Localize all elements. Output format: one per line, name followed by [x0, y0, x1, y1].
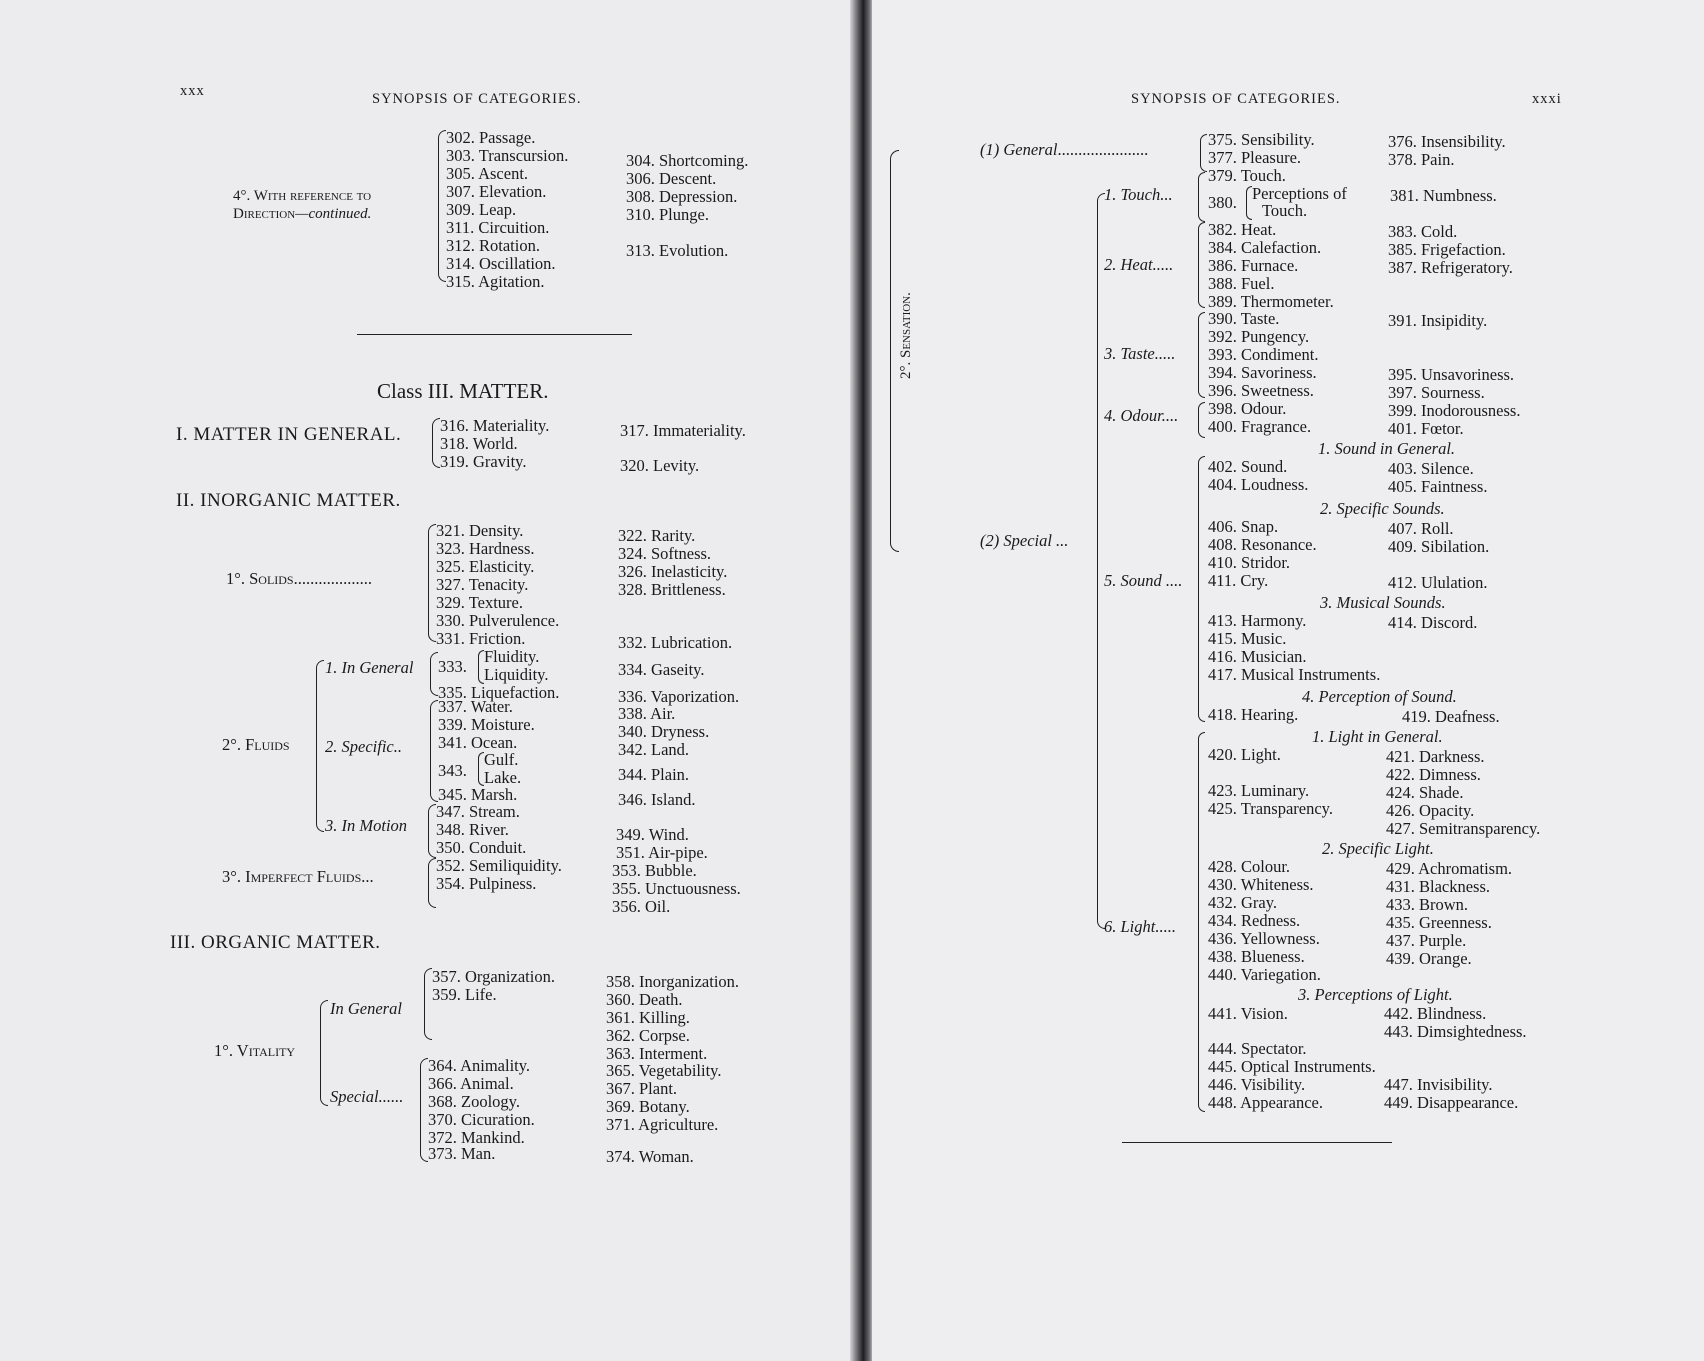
list-item: Gulf. [484, 750, 519, 769]
list-item: Fluidity. [484, 647, 540, 666]
list-item: 396. Sweetness. [1208, 381, 1314, 400]
list-item: 447. Invisibility. [1384, 1075, 1493, 1094]
list-item: 340. Dryness. [618, 722, 710, 741]
list-item: 379. Touch. [1208, 166, 1286, 185]
list-item: 316. Materiality. [440, 416, 550, 435]
list-item: 335. Liquefaction. [438, 683, 560, 702]
list-item: 375. Sensibility. [1208, 130, 1315, 149]
list-item: 422. Dimness. [1386, 765, 1481, 784]
list-item: 369. Botany. [606, 1097, 690, 1116]
list-item: 427. Semitransparency. [1386, 819, 1541, 838]
list-item: 438. Blueness. [1208, 947, 1305, 966]
list-item: 357. Organization. [432, 967, 555, 986]
list-item: 433. Brown. [1386, 895, 1469, 914]
list-item: 443. Dimsightedness. [1384, 1022, 1527, 1041]
sound-brace [1198, 456, 1205, 722]
list-item: 325. Elasticity. [436, 557, 535, 576]
list-item: 384. Calefaction. [1208, 238, 1322, 257]
list-item: 337. Water. [438, 697, 513, 716]
list-item: 342. Land. [618, 740, 690, 759]
fluids-brace [316, 660, 324, 832]
specific-label: 2. Specific.. [325, 737, 402, 756]
light-perception-head: 3. Perceptions of Light. [1298, 985, 1453, 1004]
list-item: 435. Greenness. [1386, 913, 1492, 932]
list-item: 327. Tenacity. [436, 575, 529, 594]
fluids-label: 2°. Fluids [222, 735, 290, 754]
list-item: 356. Oil. [612, 897, 671, 916]
list-item: 425. Transparency. [1208, 799, 1333, 818]
list-item: 408. Resonance. [1208, 535, 1317, 554]
list-item: 373. Man. [428, 1144, 496, 1163]
list-item: 400. Fragrance. [1208, 417, 1312, 436]
list-item: 399. Inodorousness. [1388, 401, 1521, 420]
list-item: 336. Vaporization. [618, 687, 740, 706]
running-head-right: SYNOPSIS OF CATEGORIES. [1131, 91, 1341, 107]
book-gutter [850, 0, 874, 1361]
list-item: 334. Gaseity. [618, 660, 705, 679]
list-item: 317. Immateriality. [620, 421, 746, 440]
list-item: 420. Light. [1208, 745, 1281, 764]
general-label: (1) General...................... [980, 140, 1149, 159]
list-item: 376. Insensibility. [1388, 132, 1506, 151]
list-item: 449. Disappearance. [1384, 1093, 1519, 1112]
ingeneral-brace [430, 652, 438, 696]
list-item: 358. Inorganization. [606, 972, 740, 991]
list-item: 407. Roll. [1388, 519, 1454, 538]
list-item: 347. Stream. [436, 802, 520, 821]
list-item: 365. Vegetability. [606, 1061, 722, 1080]
specific-brace [430, 700, 438, 802]
list-item: 330. Pulverulence. [436, 611, 560, 630]
special-label: (2) Special ... [980, 531, 1069, 550]
taste-label: 3. Taste..... [1104, 344, 1176, 363]
imperfect-fluids-label: 3°. Imperfect Fluids... [222, 867, 374, 886]
list-item: 392. Pungency. [1208, 327, 1310, 346]
list-item: 439. Orange. [1386, 949, 1472, 968]
inorganic-heading: II. INORGANIC MATTER. [176, 490, 401, 511]
list-item: 338. Air. [618, 704, 676, 723]
list-item: 380. [1208, 193, 1237, 212]
list-item: 367. Plant. [606, 1079, 678, 1098]
list-item: 394. Savoriness. [1208, 363, 1317, 382]
list-item: Liquidity. [484, 665, 549, 684]
heat-brace [1198, 222, 1205, 308]
matter-general-heading: I. MATTER IN GENERAL. [176, 424, 402, 445]
folio-left: xxx [180, 83, 205, 99]
list-item: 361. Killing. [606, 1008, 690, 1027]
list-item: 383. Cold. [1388, 222, 1458, 241]
list-item: 308. Depression. [626, 187, 738, 206]
special-label: Special...... [330, 1087, 404, 1106]
list-item: 441. Vision. [1208, 1004, 1288, 1023]
list-item: 304. Shortcoming. [626, 151, 749, 170]
running-head-left: SYNOPSIS OF CATEGORIES. [372, 91, 582, 107]
list-item: 353. Bubble. [612, 861, 697, 880]
list-item: 343. [438, 761, 467, 780]
list-item: 341. Ocean. [438, 733, 518, 752]
list-item: 409. Sibilation. [1388, 537, 1490, 556]
list-item: Touch. [1262, 201, 1308, 220]
list-item: 416. Musician. [1208, 647, 1307, 666]
list-item: 322. Rarity. [618, 526, 696, 545]
list-item: 397. Sourness. [1388, 383, 1485, 402]
list-item: 413. Harmony. [1208, 611, 1307, 630]
list-item: 381. Numbness. [1390, 186, 1497, 205]
list-item: 339. Moisture. [438, 715, 535, 734]
list-item: 366. Animal. [428, 1074, 514, 1093]
list-item: 404. Loudness. [1208, 475, 1309, 494]
list-item: Perceptions of [1252, 184, 1347, 203]
list-item: 306. Descent. [626, 169, 717, 188]
special-brace [1097, 193, 1105, 929]
list-item: 418. Hearing. [1208, 705, 1299, 724]
list-item: 309. Leap. [446, 200, 517, 219]
list-item: 410. Stridor. [1208, 553, 1291, 572]
odour-label: 4. Odour.... [1104, 406, 1179, 425]
list-item: 332. Lubrication. [618, 633, 733, 652]
list-item: 423. Luminary. [1208, 781, 1310, 800]
list-item: 393. Condiment. [1208, 345, 1319, 364]
direction-brace [438, 130, 446, 282]
list-item: 360. Death. [606, 990, 683, 1009]
direction-label: 4°. With reference to [233, 188, 372, 204]
list-item: 368. Zoology. [428, 1092, 520, 1111]
list-item: Lake. [484, 768, 522, 787]
light-brace [1198, 732, 1205, 1112]
list-item: 346. Island. [618, 790, 696, 809]
list-item: 320. Levity. [620, 456, 700, 475]
sound-perception-head: 4. Perception of Sound. [1302, 687, 1457, 706]
list-item: 445. Optical Instruments. [1208, 1057, 1376, 1076]
ingen-brace [424, 968, 432, 1040]
list-item: 406. Snap. [1208, 517, 1279, 536]
motion-brace [428, 804, 436, 858]
list-item: 319. Gravity. [440, 452, 527, 471]
list-item: 401. Fœtor. [1388, 419, 1464, 438]
list-item: 372. Mankind. [428, 1128, 525, 1147]
list-item: 310. Plunge. [626, 205, 709, 224]
list-item: 371. Agriculture. [606, 1115, 719, 1134]
list-item: 405. Faintness. [1388, 477, 1488, 496]
general-brace [432, 418, 440, 468]
list-item: 437. Purple. [1386, 931, 1467, 950]
list-item: 302. Passage. [446, 128, 536, 147]
light-specific-head: 2. Specific Light. [1322, 839, 1434, 858]
class-title: Class III. MATTER. [377, 379, 549, 403]
vitality-label: 1°. Vitality [214, 1041, 296, 1060]
list-item: 389. Thermometer. [1208, 292, 1334, 311]
list-item: 344. Plain. [618, 765, 690, 784]
list-item: 426. Opacity. [1386, 801, 1475, 820]
heat-label: 2. Heat..... [1104, 255, 1174, 274]
list-item: 430. Whiteness. [1208, 875, 1314, 894]
list-item: 386. Furnace. [1208, 256, 1299, 275]
list-item: 363. Interment. [606, 1044, 708, 1063]
right-page [872, 0, 1704, 1361]
sound-musical-head: 3. Musical Sounds. [1320, 593, 1446, 612]
ingen-label: In General [330, 999, 402, 1018]
list-item: 431. Blackness. [1386, 877, 1491, 896]
list-item: 419. Deafness. [1402, 707, 1500, 726]
list-item: 318. World. [440, 434, 518, 453]
list-item: 359. Life. [432, 985, 497, 1004]
list-item: 385. Frigefaction. [1388, 240, 1506, 259]
motion-label: 3. In Motion [325, 816, 408, 835]
list-item: 351. Air-pipe. [616, 843, 708, 862]
list-item: 417. Musical Instruments. [1208, 665, 1381, 684]
sound-label: 5. Sound .... [1104, 571, 1183, 590]
taste-brace [1198, 312, 1205, 398]
list-item: 364. Animality. [428, 1056, 531, 1075]
list-item: 421. Darkness. [1386, 747, 1485, 766]
solids-label: 1°. Solids................... [226, 569, 372, 588]
list-item: 333. [438, 657, 467, 676]
ingeneral-label: 1. In General [325, 658, 414, 677]
list-item: 370. Cicuration. [428, 1110, 535, 1129]
list-item: 440. Variegation. [1208, 965, 1321, 984]
list-item: 329. Texture. [436, 593, 523, 612]
list-item: 350. Conduit. [436, 838, 527, 857]
list-item: 349. Wind. [616, 825, 689, 844]
list-item: 429. Achromatism. [1386, 859, 1513, 878]
list-item: 432. Gray. [1208, 893, 1278, 912]
list-item: 323. Hardness. [436, 539, 535, 558]
list-item: 387. Refrigeratory. [1388, 258, 1513, 277]
direction-label-2: Direction—continued. [233, 206, 372, 222]
list-item: 382. Heat. [1208, 220, 1277, 239]
list-item: 434. Redness. [1208, 911, 1301, 930]
list-item: 377. Pleasure. [1208, 148, 1302, 167]
general-brace [1200, 134, 1207, 172]
list-item: 348. River. [436, 820, 509, 839]
list-item: 331. Friction. [436, 629, 526, 648]
light-label: 6. Light..... [1104, 917, 1176, 936]
list-item: 402. Sound. [1208, 457, 1288, 476]
sensation-brace [890, 150, 899, 552]
list-item: 415. Music. [1208, 629, 1287, 648]
imperfect-brace [428, 858, 436, 908]
list-item: 446. Visibility. [1208, 1075, 1306, 1094]
list-item: 324. Softness. [618, 544, 712, 563]
folio-right: xxxi [1532, 91, 1562, 107]
list-item: 355. Unctuousness. [612, 879, 741, 898]
list-item: 412. Ululation. [1388, 573, 1488, 592]
organic-heading: III. ORGANIC MATTER. [170, 932, 381, 953]
list-item: 424. Shade. [1386, 783, 1464, 802]
list-item: 362. Corpse. [606, 1026, 690, 1045]
list-item: 311. Circuition. [446, 218, 550, 237]
special-brace [420, 1058, 428, 1162]
list-item: 328. Brittleness. [618, 580, 726, 599]
sound-specific-head: 2. Specific Sounds. [1320, 499, 1445, 518]
list-item: 354. Pulpiness. [436, 874, 537, 893]
list-item: 345. Marsh. [438, 785, 518, 804]
touch-label: 1. Touch... [1104, 185, 1173, 204]
list-item: 442. Blindness. [1384, 1004, 1487, 1023]
list-item: 414. Discord. [1388, 613, 1478, 632]
list-item: 374. Woman. [606, 1147, 694, 1166]
vitality-brace [320, 1000, 328, 1106]
touch-brace [1198, 172, 1205, 222]
list-item: 411. Cry. [1208, 571, 1269, 590]
list-item: 403. Silence. [1388, 459, 1474, 478]
light-general-head: 1. Light in General. [1312, 727, 1443, 746]
list-item: 313. Evolution. [626, 241, 729, 260]
list-item: 303. Transcursion. [446, 146, 569, 165]
section-rule [1122, 1142, 1392, 1143]
list-item: 312. Rotation. [446, 236, 540, 255]
list-item: 307. Elevation. [446, 182, 547, 201]
solids-brace [428, 524, 436, 642]
list-item: 428. Colour. [1208, 857, 1291, 876]
list-item: 398. Odour. [1208, 399, 1287, 418]
sensation-label: 2°. Sensation. [898, 292, 914, 379]
odour-brace [1198, 402, 1205, 438]
list-item: 314. Oscillation. [446, 254, 556, 273]
list-item: 352. Semiliquidity. [436, 856, 562, 875]
list-item: 321. Density. [436, 521, 524, 540]
list-item: 448. Appearance. [1208, 1093, 1323, 1112]
list-item: 315. Agitation. [446, 272, 545, 291]
list-item: 390. Taste. [1208, 309, 1280, 328]
list-item: 444. Spectator. [1208, 1039, 1307, 1058]
section-rule [357, 334, 632, 335]
list-item: 326. Inelasticity. [618, 562, 728, 581]
list-item: 391. Insipidity. [1388, 311, 1488, 330]
list-item: 305. Ascent. [446, 164, 529, 183]
list-item: 388. Fuel. [1208, 274, 1275, 293]
list-item: 378. Pain. [1388, 150, 1455, 169]
list-item: 395. Unsavoriness. [1388, 365, 1515, 384]
sound-general-head: 1. Sound in General. [1318, 439, 1456, 458]
list-item: 436. Yellowness. [1208, 929, 1320, 948]
